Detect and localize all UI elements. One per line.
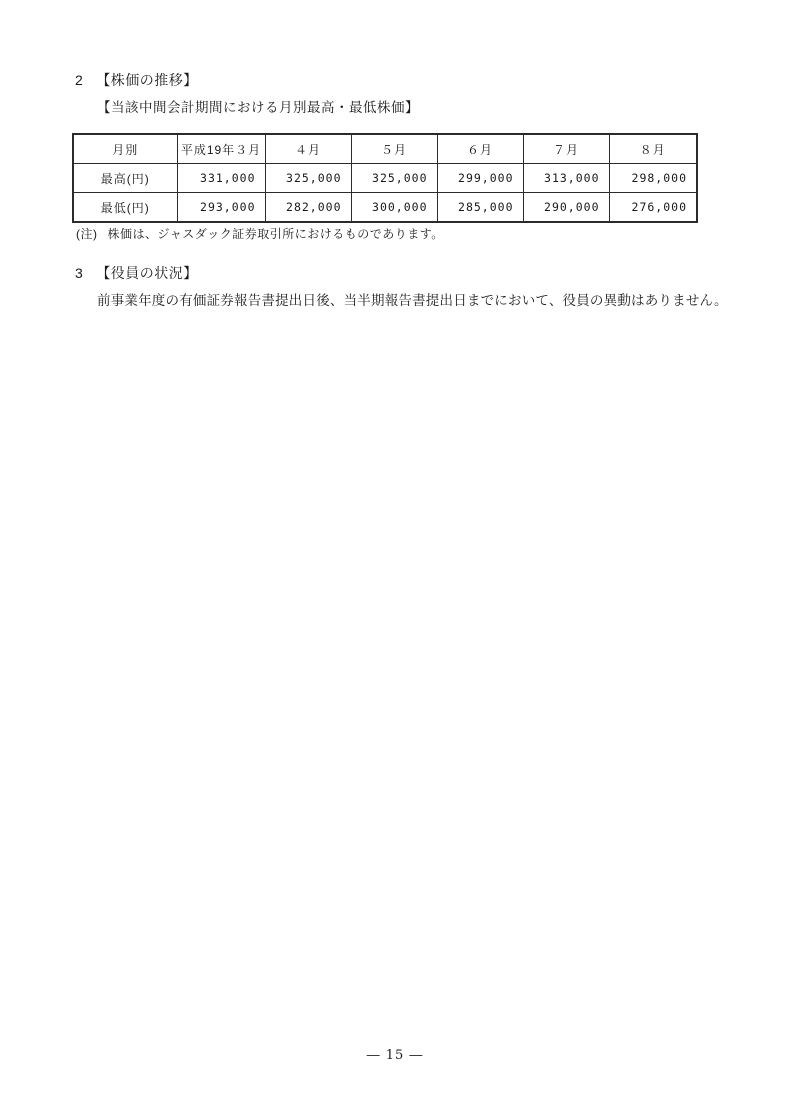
section-number: 3 [75, 265, 84, 281]
section-heading-stock-price [75, 71, 198, 89]
low-may: 300,000 [351, 193, 437, 223]
high-jun: 299,000 [437, 164, 523, 193]
header-mar: 平成19年３月 [177, 134, 265, 164]
high-may: 325,000 [351, 164, 437, 193]
low-aug: 276,000 [609, 193, 697, 223]
section-title: 【役員の状況】 [96, 265, 198, 281]
stock-price-subtitle: 【当該中間会計期間における月別最高・最低株価】 [97, 100, 419, 115]
row-label-low: 最低(円) [73, 193, 177, 223]
section-number: 2 [75, 72, 84, 88]
low-jul: 290,000 [523, 193, 609, 223]
page-number: ― 15 ― [366, 1048, 424, 1063]
high-mar: 331,000 [177, 164, 265, 193]
high-jul: 313,000 [523, 164, 609, 193]
table-row-high [73, 164, 697, 193]
header-aug: ８月 [609, 134, 697, 164]
header-month: 月別 [73, 134, 177, 164]
row-label-high: 最高(円) [73, 164, 177, 193]
low-mar: 293,000 [177, 193, 265, 223]
table-note [76, 226, 444, 242]
table-header-row [73, 134, 697, 164]
header-apr: ４月 [265, 134, 351, 164]
officers-body-text: 前事業年度の有価証券報告書提出日後、当半期報告書提出日までにおいて、役員の異動はありません。 [97, 293, 728, 308]
stock-price-table [72, 133, 698, 223]
header-jun: ６月 [437, 134, 523, 164]
table-row-low [73, 193, 697, 223]
note-text: 株価は、ジャスダック証券取引所におけるものであります。 [107, 227, 444, 241]
section-heading-officers [75, 264, 198, 282]
header-jul: ７月 [523, 134, 609, 164]
low-jun: 285,000 [437, 193, 523, 223]
section-title: 【株価の推移】 [96, 72, 198, 88]
low-apr: 282,000 [265, 193, 351, 223]
high-apr: 325,000 [265, 164, 351, 193]
header-may: ５月 [351, 134, 437, 164]
high-aug: 298,000 [609, 164, 697, 193]
note-label: (注) [76, 227, 98, 241]
